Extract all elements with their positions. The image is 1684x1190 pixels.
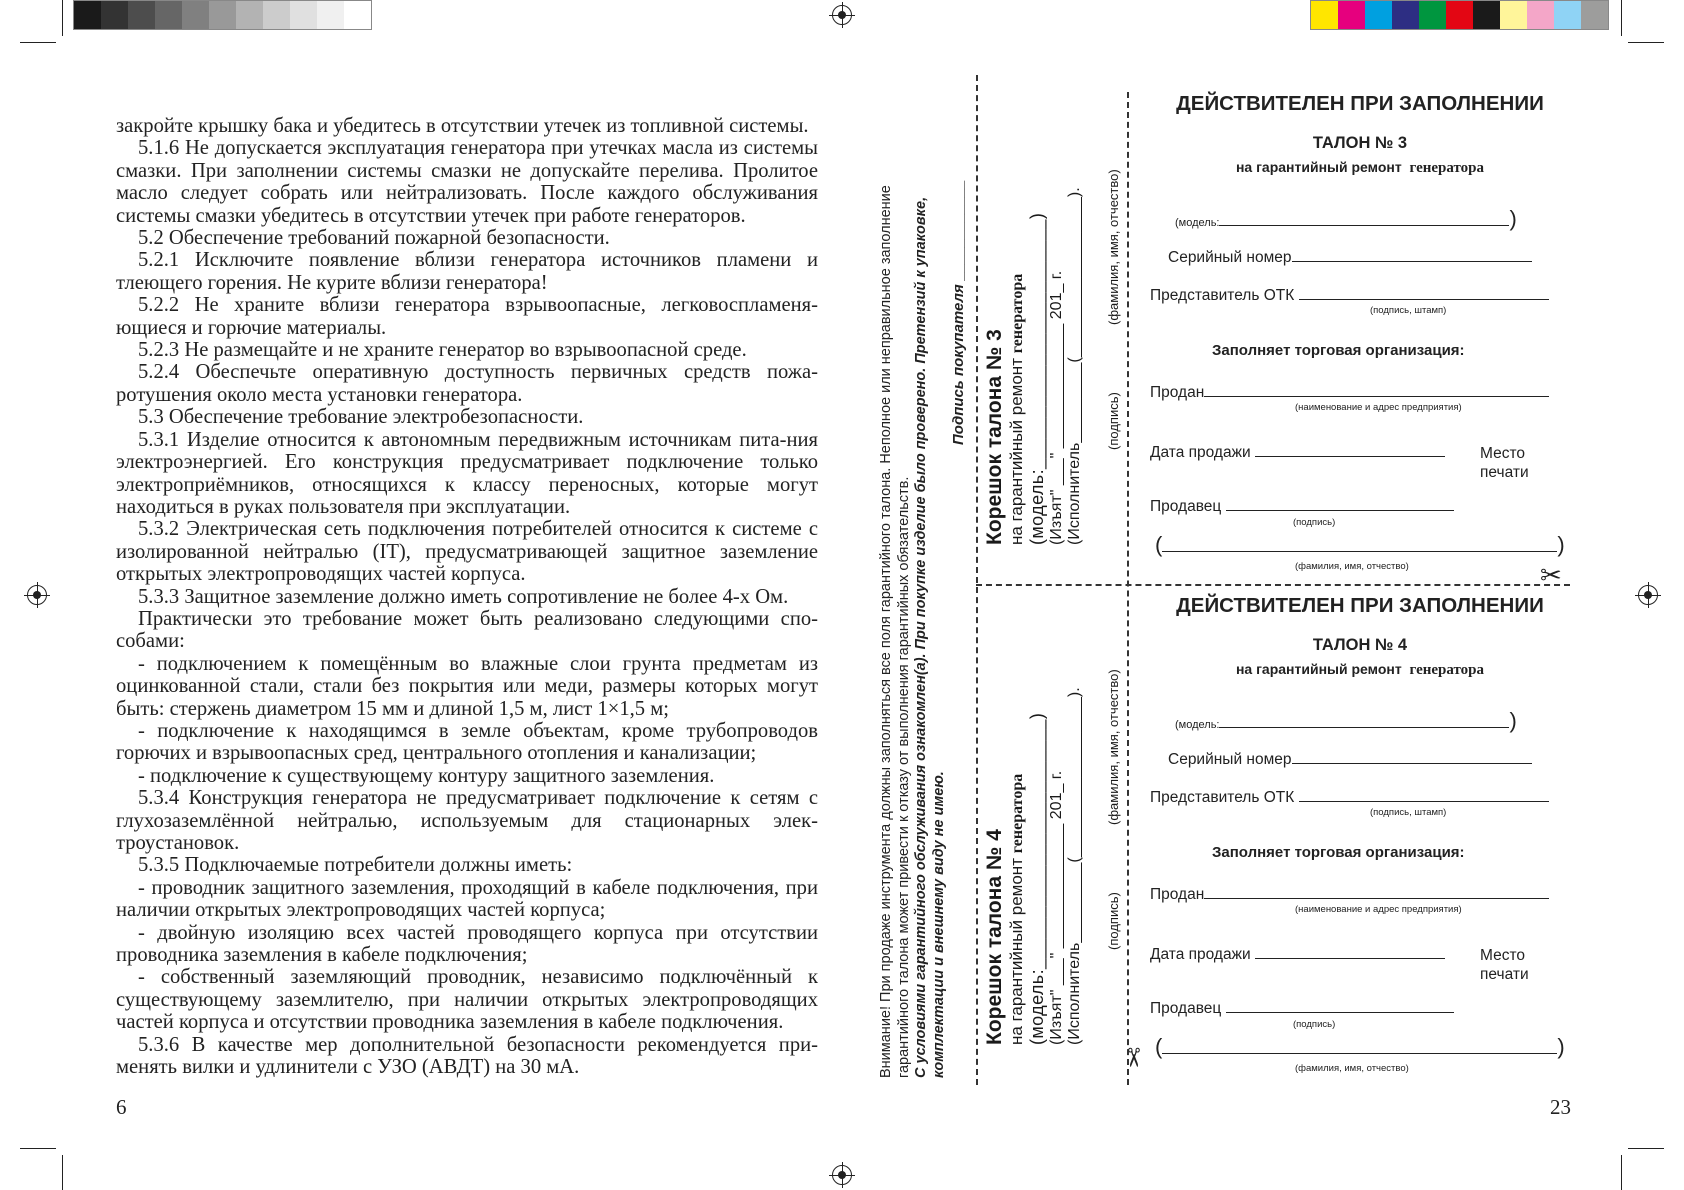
- crop-mark: [1628, 42, 1664, 43]
- coupon-4-seller-field[interactable]: Продавец: [1150, 1000, 1454, 1018]
- stub-4-executor: (Исполнитель_________(__________________).: [1066, 687, 1083, 1045]
- notice-line-4: комплектации и внешнему виду не имею.: [930, 771, 947, 1078]
- buyer-signature: Подпись покупателя ____________: [950, 179, 967, 445]
- paragraph: 5.3.3 Защитное заземление должно иметь сопротивление не более 4-х Ом.: [138, 585, 789, 608]
- scissors-icon: ✂: [1540, 560, 1562, 590]
- color-swatch: [236, 1, 263, 29]
- coupon-4-seller-caption: (подпись): [1293, 1019, 1336, 1030]
- stub-3-sig-caption: (подпись): [1106, 392, 1121, 450]
- color-swatch: [155, 1, 182, 29]
- paragraph: 5.2.4 Обеспечьте оперативную доступность первичных средств пожа-ротушения около места установки генератора.: [116, 361, 818, 406]
- paragraph: 5.2.1 Исключите появление вблизи генератора источников пламени и тлеющего горения. Не курите вблизи генератора!: [116, 249, 818, 294]
- paragraph: 5.3.1 Изделие относится к автономным передвижным источникам пита-ния электроэнергией. Его конструкция предусматривает подключение только электроприёмников, относящихся к классу переносных, которые могут находиться в руках пользователя при эксплуатации.: [116, 428, 818, 518]
- stub-3-subtitle: на гарантийный ремонт генератора: [1007, 273, 1026, 545]
- color-swatch: [290, 1, 317, 29]
- paragraph: закройте крышку бака и убедитесь в отсутствии утечек из топливной системы.: [116, 115, 809, 137]
- color-swatch: [1311, 1, 1338, 29]
- paragraph: 5.3.4 Конструкция генератора не предусматривает подключение к сетям с глухозаземлённой нейтралью, используемым для стационарных элек-троустановок.: [116, 787, 818, 854]
- coupon-3-sale-date-field[interactable]: Дата продажи: [1150, 444, 1445, 462]
- coupon-3-sold-caption: (наименование и адрес предприятия): [1295, 402, 1462, 413]
- left-page-text: [116, 115, 818, 1078]
- paragraph: 5.3.5 Подключаемые потребители должны иметь:: [138, 854, 573, 877]
- crop-mark: [20, 1148, 56, 1149]
- paragraph: - собственный заземляющий проводник, независимо подключённый к существующему заземлителю, при наличии открытых электропроводящих частей корпуса и отсутствии проводника заземления в кабеле подключения.: [116, 966, 818, 1034]
- paragraph: - подключение к существующему контуру защитного заземления.: [138, 764, 715, 787]
- color-swatch: [263, 1, 290, 29]
- coupon-4-fio-caption: (фамилия, имя, отчество): [1295, 1063, 1409, 1074]
- notice-line-3: С условиями гарантийного обслуживания ознакомлен(а). При покупке изделие было проверено. Претензий к упаковке,: [913, 196, 929, 1078]
- coupon-4-sale-date-field[interactable]: Дата продажи: [1150, 946, 1445, 964]
- cut-line-vertical: [976, 75, 978, 1085]
- coupon-3-title: ТАЛОН № 3: [1312, 134, 1408, 152]
- color-swatch: [74, 1, 101, 29]
- right-page-number: 23: [1550, 1095, 1571, 1119]
- paragraph: - подключением к помещённым во влажные слои грунта предметам из оцинкованной стали, стали без покрытия или меди, размеры которых могут быть: стержень диаметром 15 мм и длиной 1,5 м, лист 1×1,5 м;: [116, 652, 818, 720]
- coupon-3-subtitle: на гарантийный ремонт генератора: [1235, 159, 1485, 176]
- coupon-4-title: ТАЛОН № 4: [1312, 636, 1408, 654]
- registration-mark-icon: [832, 1165, 852, 1185]
- coupon-3-fio-field[interactable]: ( ): [1155, 532, 1565, 557]
- notice-line-1: Внимание! При продаже инструмента должны заполняться все поля гарантийного талона. Неполное или неправильное заполнение: [878, 185, 894, 1078]
- coupon-4-serial-field[interactable]: Серийный номер: [1168, 751, 1532, 769]
- notice-line-2: гарантийного талона может привести к отказу от выполнения гарантийных обязательств.: [895, 476, 912, 1078]
- coupon-3-stamp-place: Место печати: [1480, 445, 1529, 481]
- registration-mark-icon: [27, 585, 47, 605]
- color-swatch: [317, 1, 344, 29]
- coupon-4-fio-field[interactable]: ( ): [1155, 1034, 1565, 1059]
- gray-color-bar: [73, 0, 372, 30]
- crop-mark: [62, 0, 63, 36]
- coupon-3-otk-field[interactable]: Представитель ОТК: [1150, 287, 1549, 305]
- paragraph: 5.2 Обеспечение требований пожарной безопасности.: [138, 227, 610, 250]
- paragraph: - двойную изоляцию всех частей проводящего корпуса при отсутствии проводника заземления в кабеле подключения;: [116, 921, 818, 967]
- coupon-4-header: ДЕЙСТВИТЕЛЕН ПРИ ЗАПОЛНЕНИИ: [1176, 594, 1544, 617]
- paragraph: 5.2.2 Не храните вблизи генератора взрывоопасные, легковоспламеня-ющиеся и горючие материалы.: [116, 294, 818, 339]
- paragraph: 5.3.6 В качестве мер дополнительной безопасности рекомендуется при-менять вилки и удлинители с УЗО (АВДТ) на 30 мА.: [116, 1033, 818, 1079]
- coupon-3-serial-field[interactable]: Серийный номер: [1168, 249, 1532, 267]
- stub-3-fio-caption: (фамилия, имя, отчество): [1106, 169, 1121, 325]
- paragraph: 5.2.3 Не размещайте и не храните генератор во взрывоопасной среде.: [138, 339, 747, 362]
- color-swatch: [1527, 1, 1554, 29]
- stub-4-subtitle: на гарантийный ремонт генератора: [1007, 773, 1026, 1045]
- warranty-notice: [878, 185, 948, 1078]
- paragraph: 5.3.2 Электрическая сеть подключения потребителей относится к системе с изолированной нейтралью (IT), предусматривающей защитное заземление открытых электропроводящих частей корпуса.: [116, 518, 818, 586]
- coupon-4-sold-caption: (наименование и адрес предприятия): [1295, 904, 1462, 915]
- color-swatch: [209, 1, 236, 29]
- coupon-4-model-field[interactable]: (модель: ): [1175, 708, 1517, 733]
- paragraph: - подключение к находящимся в земле объектам, кроме трубопроводов горючих и взрывоопасных сред, центрального отопления и канализации;: [116, 719, 818, 765]
- coupon-4-stamp-place: Место печати: [1480, 947, 1529, 983]
- color-swatch: [1365, 1, 1392, 29]
- coupon-3-model-field[interactable]: (модель: ): [1175, 206, 1517, 231]
- stub-4-seized: (Изъят" ___" ______________ 201_ г.: [1048, 770, 1065, 1045]
- color-swatch: [344, 1, 371, 29]
- color-swatch: [1446, 1, 1473, 29]
- coupon-4-trade-org: Заполняет торговая организация:: [1212, 844, 1465, 861]
- color-swatch: [1554, 1, 1581, 29]
- stub-3-model: (модель:________________________): [1027, 212, 1047, 545]
- color-swatch: [1419, 1, 1446, 29]
- color-swatch: [1500, 1, 1527, 29]
- color-swatch: [1338, 1, 1365, 29]
- coupon-3-fio-caption: (фамилия, имя, отчество): [1295, 561, 1409, 572]
- coupon-3-sold-field[interactable]: Продан: [1150, 384, 1549, 402]
- coupon-3-trade-org: Заполняет торговая организация:: [1212, 342, 1465, 359]
- coupon-3-header: ДЕЙСТВИТЕЛЕН ПРИ ЗАПОЛНЕНИИ: [1176, 92, 1544, 115]
- coupon-4-subtitle: на гарантийный ремонт генератора: [1235, 661, 1485, 678]
- crop-mark: [1621, 1155, 1622, 1190]
- coupon-3-otk-caption: (подпись, штамп): [1370, 305, 1447, 316]
- coupon-3-seller-caption: (подпись): [1293, 517, 1336, 528]
- crop-mark: [1628, 1148, 1664, 1149]
- crop-mark: [1621, 0, 1622, 36]
- color-swatch: [1392, 1, 1419, 29]
- stub-3-executor: (Исполнитель_________(__________________).: [1066, 187, 1083, 545]
- color-swatch: [182, 1, 209, 29]
- coupon-3-seller-field[interactable]: Продавец: [1150, 498, 1454, 516]
- cut-line-horizontal: [976, 584, 1570, 586]
- crop-mark: [20, 42, 56, 43]
- stub-4-fio-caption: (фамилия, имя, отчество): [1106, 669, 1121, 825]
- scissors-icon: ✂: [1118, 1046, 1149, 1069]
- stub-3-title: Корешок талона № 3: [983, 329, 1006, 545]
- stub-4: [983, 687, 1084, 1045]
- coupon-4-sold-field[interactable]: Продан: [1150, 886, 1549, 904]
- color-swatch: [128, 1, 155, 29]
- color-swatch: [1581, 1, 1608, 29]
- stub-3-seized: (Изъят" ___" ______________ 201_ г.: [1048, 270, 1065, 545]
- paragraph: Практически это требование может быть реализовано следующими спо-собами:: [116, 607, 818, 653]
- stub-4-sig-caption: (подпись): [1106, 892, 1121, 950]
- color-bar: [1310, 0, 1609, 30]
- registration-mark-icon: [1638, 585, 1658, 605]
- paragraph: 5.3 Обеспечение требование электробезопасности.: [138, 406, 584, 429]
- paragraph: - проводник защитного заземления, проходящий в кабеле подключения, при наличии открытых электропроводящих частей корпуса;: [116, 876, 818, 922]
- cut-line-vertical: [1127, 92, 1129, 1085]
- stub-4-model: (модель:________________________): [1027, 712, 1047, 1045]
- color-swatch: [1473, 1, 1500, 29]
- registration-mark-icon: [832, 5, 852, 25]
- paragraph: 5.1.6 Не допускается эксплуатация генератора при утечках масла из системы смазки. При заполнении системы смазки не допускайте перелива. Пролитое масло следует собрать или нейтрализовать. После каждого обслуживания системы смазки убедитесь в отсутствии утечек при работе генераторов.: [116, 137, 818, 227]
- stub-4-title: Корешок талона № 4: [983, 829, 1006, 1045]
- coupon-4-otk-field[interactable]: Представитель ОТК: [1150, 789, 1549, 807]
- color-swatch: [101, 1, 128, 29]
- crop-mark: [62, 1155, 63, 1190]
- coupon-4-otk-caption: (подпись, штамп): [1370, 807, 1447, 818]
- left-page-number: 6: [116, 1095, 127, 1119]
- stub-3: [983, 187, 1084, 545]
